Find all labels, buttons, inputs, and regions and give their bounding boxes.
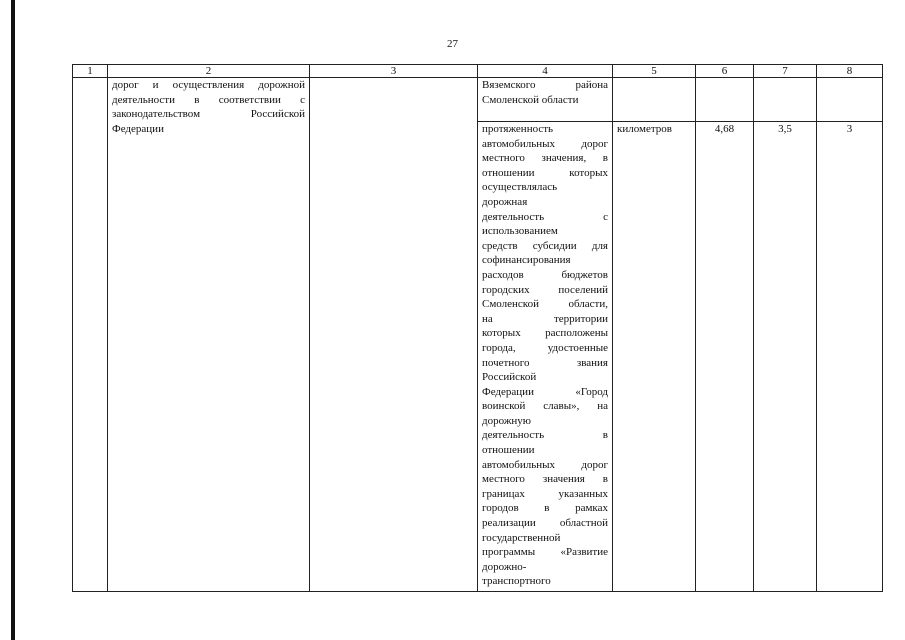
text-line: местного значения, в: [482, 152, 608, 165]
text-line: законодательством Российской: [112, 108, 305, 121]
header-col-2: 2: [108, 65, 310, 78]
header-col-1: 1: [73, 65, 108, 78]
text-line: Российской: [482, 371, 537, 384]
text-line: дорожную: [482, 414, 532, 427]
text-line: Федерации: [112, 122, 164, 135]
cell-col-7-empty: [754, 78, 817, 122]
text-line: почетного звания: [482, 356, 608, 369]
text-line: дорожная: [482, 195, 528, 208]
header-col-4: 4: [478, 65, 613, 78]
header-col-3: 3: [310, 65, 478, 78]
page-number: 27: [447, 38, 458, 50]
text-line: государственной: [482, 531, 561, 544]
header-col-8: 8: [817, 65, 883, 78]
text-line: протяженность: [482, 123, 554, 135]
text-line: Федерации «Город: [482, 385, 608, 398]
document-table: [72, 64, 883, 592]
text-line: программы «Развитие: [482, 546, 608, 559]
text-line: деятельность с: [482, 210, 608, 223]
cell-unit: километров: [613, 122, 696, 592]
cell-value-6: 4,68: [696, 122, 754, 592]
text-line: автомобильных дорог: [482, 137, 608, 150]
cell-value-7: 3,5: [754, 122, 817, 592]
text-line: софинансирования: [482, 254, 571, 267]
cell-col-5-empty: [613, 78, 696, 122]
cell-col-6-empty: [696, 78, 754, 122]
table-row: [73, 78, 883, 122]
text-line: границах указанных: [482, 487, 608, 500]
text-line: дорог и осуществления дорожной: [112, 79, 305, 91]
header-col-6: 6: [696, 65, 754, 78]
header-col-7: 7: [754, 65, 817, 78]
cell-col-4-region: [478, 78, 613, 122]
text-line: реализации областной: [482, 517, 608, 530]
text-line: городов в рамках: [482, 502, 608, 515]
text-line: воинской славы», на: [482, 400, 608, 413]
text-line: использованием: [482, 225, 558, 238]
cell-col-4-indicator: [478, 122, 613, 592]
text-line: местного значения в: [482, 473, 608, 486]
cell-col-3: [310, 78, 478, 592]
scan-edge-bar: [11, 0, 15, 640]
text-line: городских поселений: [482, 283, 608, 296]
cell-value-8: 3: [817, 122, 883, 592]
text-line: Смоленской области,: [482, 298, 608, 311]
text-line: отношении: [482, 444, 535, 457]
text-line: Вяземского района: [482, 79, 608, 91]
text-line: деятельность в: [482, 429, 608, 442]
text-line: средств субсидии для: [482, 239, 608, 252]
table-header-row: [73, 65, 883, 78]
text-line: на территории: [482, 312, 608, 325]
text-line: отношении которых: [482, 166, 608, 179]
text-line: которых расположены: [482, 327, 608, 340]
text-line: Смоленской области: [482, 93, 579, 106]
cell-col-8-empty: [817, 78, 883, 122]
text-line: осуществлялась: [482, 181, 558, 194]
text-line: транспортного: [482, 575, 551, 588]
cell-col-1: [73, 78, 108, 592]
cell-col-2-text: [108, 78, 310, 592]
text-line: дорожно-: [482, 560, 527, 573]
text-line: города, удостоенные: [482, 341, 608, 354]
text-line: деятельности в соответствии с: [112, 93, 305, 106]
header-col-5: 5: [613, 65, 696, 78]
text-line: автомобильных дорог: [482, 458, 608, 471]
text-line: расходов бюджетов: [482, 268, 608, 281]
